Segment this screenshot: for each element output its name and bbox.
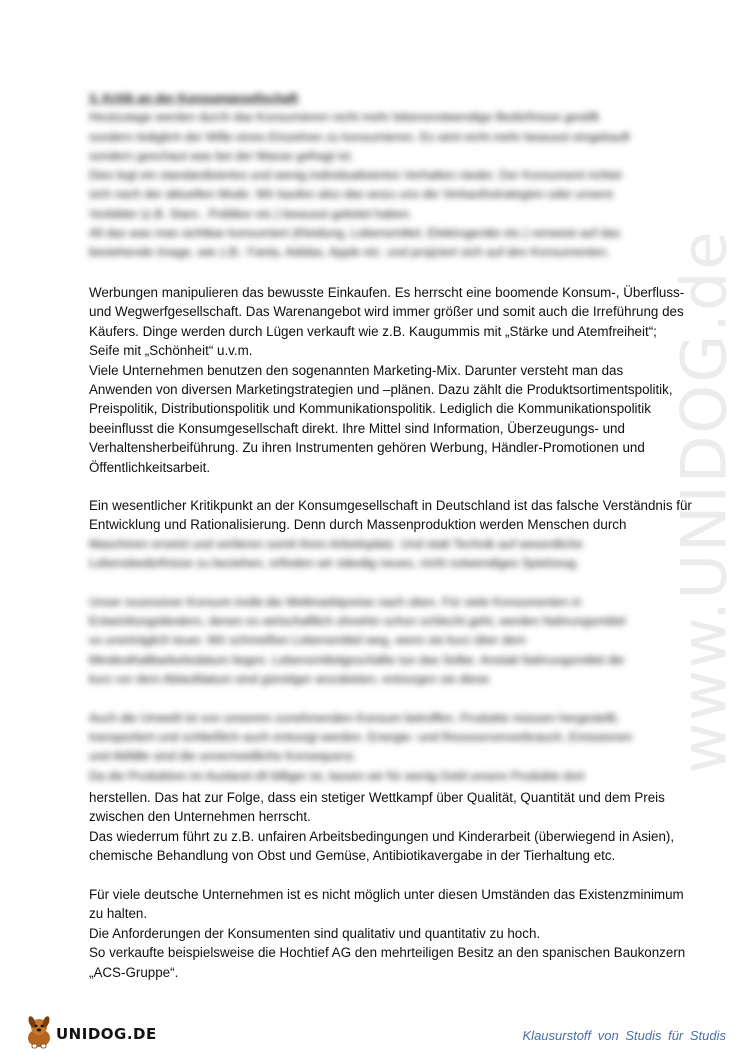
- text-line: So verkaufte beispielsweise die Hochtief AG den mehrteiligen Besitz an den spanischen Baukonzern: [89, 945, 686, 961]
- text-line: Seife mit „Schönheit“ u.v.m.: [89, 343, 253, 359]
- blurred-line: und Abfälle sind die unvermeidliche Konsequenz.: [89, 749, 357, 764]
- blurred-line: Maschinen ersetzt und verlieren somit ihren Arbeitsplatz. Und statt Technik auf wesentliche: [89, 537, 583, 551]
- blurred-text-block-top: [89, 89, 659, 263]
- text-line: Preispolitik, Distributionspolitik und Kommunikationspolitik. Lediglich die Kommunikationspolitik: [89, 401, 651, 417]
- text-line: chemische Behandlung von Obst und Gemüse, Antibiotikavergabe in der Tierhaltung etc.: [89, 848, 616, 864]
- text-line: Entwicklung und Rationalisierung. Denn durch Massenproduktion werden Menschen durch: [89, 517, 627, 533]
- blurred-line: sondern lediglich der Wille eines Einzelnen zu konsumieren. Es wird nicht mehr bewusst eingekauft: [89, 129, 630, 144]
- blurred-line: kurz vor dem Ablaufdatum sind günstiger anzubieten, entsorgen sie diese.: [89, 672, 493, 687]
- dog-icon: [22, 1014, 58, 1050]
- blurred-line: Unser exzessiver Konsum treibt die Weltmarktpreise nach oben. Für viele Konsumenten in: [89, 594, 582, 609]
- text-line: Käufers. Dinge werden durch Lügen verkauft wie z.B. Kaugummis mit „Stärke und Atemfreiheit“;: [89, 323, 657, 339]
- logo-wordmark: UNIDOG.DE: [56, 1025, 157, 1043]
- text-line: Für viele deutsche Unternehmen ist es nicht möglich unter diesen Umständen das Existenzminimum: [89, 887, 684, 903]
- blurred-line: so unerträglich teuer. Wir schmeißen Lebensmittel weg, wenn sie kurz über dem: [89, 633, 526, 648]
- text-line: Ein wesentlicher Kritikpunkt an der Konsumgesellschaft in Deutschland ist das falsche Verständnis für: [89, 498, 692, 513]
- blurred-line: transportiert und schließlich auch entsorgt werden. Energie- und Ressourcenverbrauch, Emissionen: [89, 729, 633, 744]
- text-line: und Wegwerfgesellschaft. Das Warenangebot wird immer größer und somit auch die Irreführung des: [89, 304, 684, 320]
- blurred-line: All das was man sichtbar konsumiert (Kleidung, Lebensmittel, Elektrogeräte etc.) verweist auf das: [89, 226, 621, 241]
- blurred-line: Mindesthaltbarkeitsdatum liegen. Lebensmittelgeschäfte tun das Selbe. Anstatt Nahrungsmittel die: [89, 652, 625, 667]
- blurred-text-block-middle: [89, 535, 659, 786]
- blurred-line: sondern geschaut was bei der Masse gefragt ist.: [89, 148, 354, 163]
- text-block-consequences: [89, 788, 686, 982]
- text-line: Werbungen manipulieren das bewusste Einkaufen. Es herrscht eine boomende Konsum-, Überfluss-: [89, 285, 685, 300]
- blurred-line: [89, 689, 659, 708]
- footer-slogan: Klausurstoff von Studis für Studis: [522, 1028, 726, 1043]
- blurred-line: sich nach der aktuellen Mode. Wir kaufen also das wozu uns die Verkaufsstrategien oder unsere: [89, 187, 614, 202]
- blurred-line: Vorbilder (z.B. Stars , Politiker etc.) bewusst geleitet haben.: [89, 206, 413, 221]
- text-block-marketing: [89, 283, 685, 477]
- text-line: Anwenden von diversen Marketingstrategien und –plänen. Dazu zählt die Produktsortimentspolitik,: [89, 382, 673, 398]
- watermark: [634, 229, 750, 773]
- text-line: „ACS-Gruppe“.: [89, 964, 179, 980]
- text-block-criticism: [89, 496, 692, 535]
- text-line: Öffentlichkeitsarbeit.: [89, 459, 211, 475]
- text-line: zu halten.: [89, 906, 148, 922]
- blurred-line: Auch die Umwelt ist von unserem zunehmenden Konsum betroffen. Produkte müssen hergestellt,: [89, 710, 620, 725]
- text-line: Verhaltensherbeiführung. Zu ihren Instrumenten gehören Werbung, Händler-Promotionen und: [89, 440, 645, 456]
- blurred-line: Entwicklungsländern, denen es wirtschaftlich ohnehin schon schlecht geht, werden Nahrungsmittel: [89, 614, 626, 629]
- unidog-logo[interactable]: [22, 1012, 162, 1050]
- text-line: zwischen den Unternehmen herrscht.: [89, 809, 311, 825]
- text-line: Viele Unternehmen benutzen den sogenannten Marketing-Mix. Darunter versteht man das: [89, 362, 624, 378]
- blurred-line: Lebensbedürfnisse zu beziehen, erfinden wir ständig neues, nicht notwendiges Spielzeug.: [89, 556, 580, 571]
- blurred-line: Dies legt ein standardisiertes und wenig individualisiertes Verhalten nieder. Der Konsument richtet: [89, 168, 622, 183]
- text-line: herstellen. Das hat zur Folge, dass ein stetiger Wettkampf über Qualität, Quantität und dem Preis: [89, 790, 665, 805]
- blurred-line: bestehende Image, wie z.B.: Fanta, Adidas, Apple etc. und projiziert sich auf den Konsumenten.: [89, 245, 610, 260]
- blurred-line: Heutzutage werden durch das Konsumieren nicht mehr lebensnotwendige Bedürfnisse gestillt: [89, 110, 599, 125]
- section-heading: 3. Kritik an der Konsumgesellschaft: [89, 91, 299, 105]
- text-line: Die Anforderungen der Konsumenten sind qualitativ und quantitativ zu hoch.: [89, 925, 541, 941]
- blurred-line: Da die Produktion im Ausland oft billiger ist, lassen wir für wenig Geld unsere Produkte dort: [89, 768, 585, 783]
- blurred-line: [89, 574, 659, 593]
- text-line: beeinflusst die Konsumgesellschaft direkt. Ihre Mittel sind Information, Überzeugungs- und: [89, 420, 625, 436]
- text-line: [89, 866, 669, 885]
- text-line: Das wiederrum führt zu z.B. unfairen Arbeitsbedingungen und Kinderarbeit (überwiegend in Asien),: [89, 828, 675, 844]
- watermark-text: www.UNIDOG.de: [667, 229, 741, 773]
